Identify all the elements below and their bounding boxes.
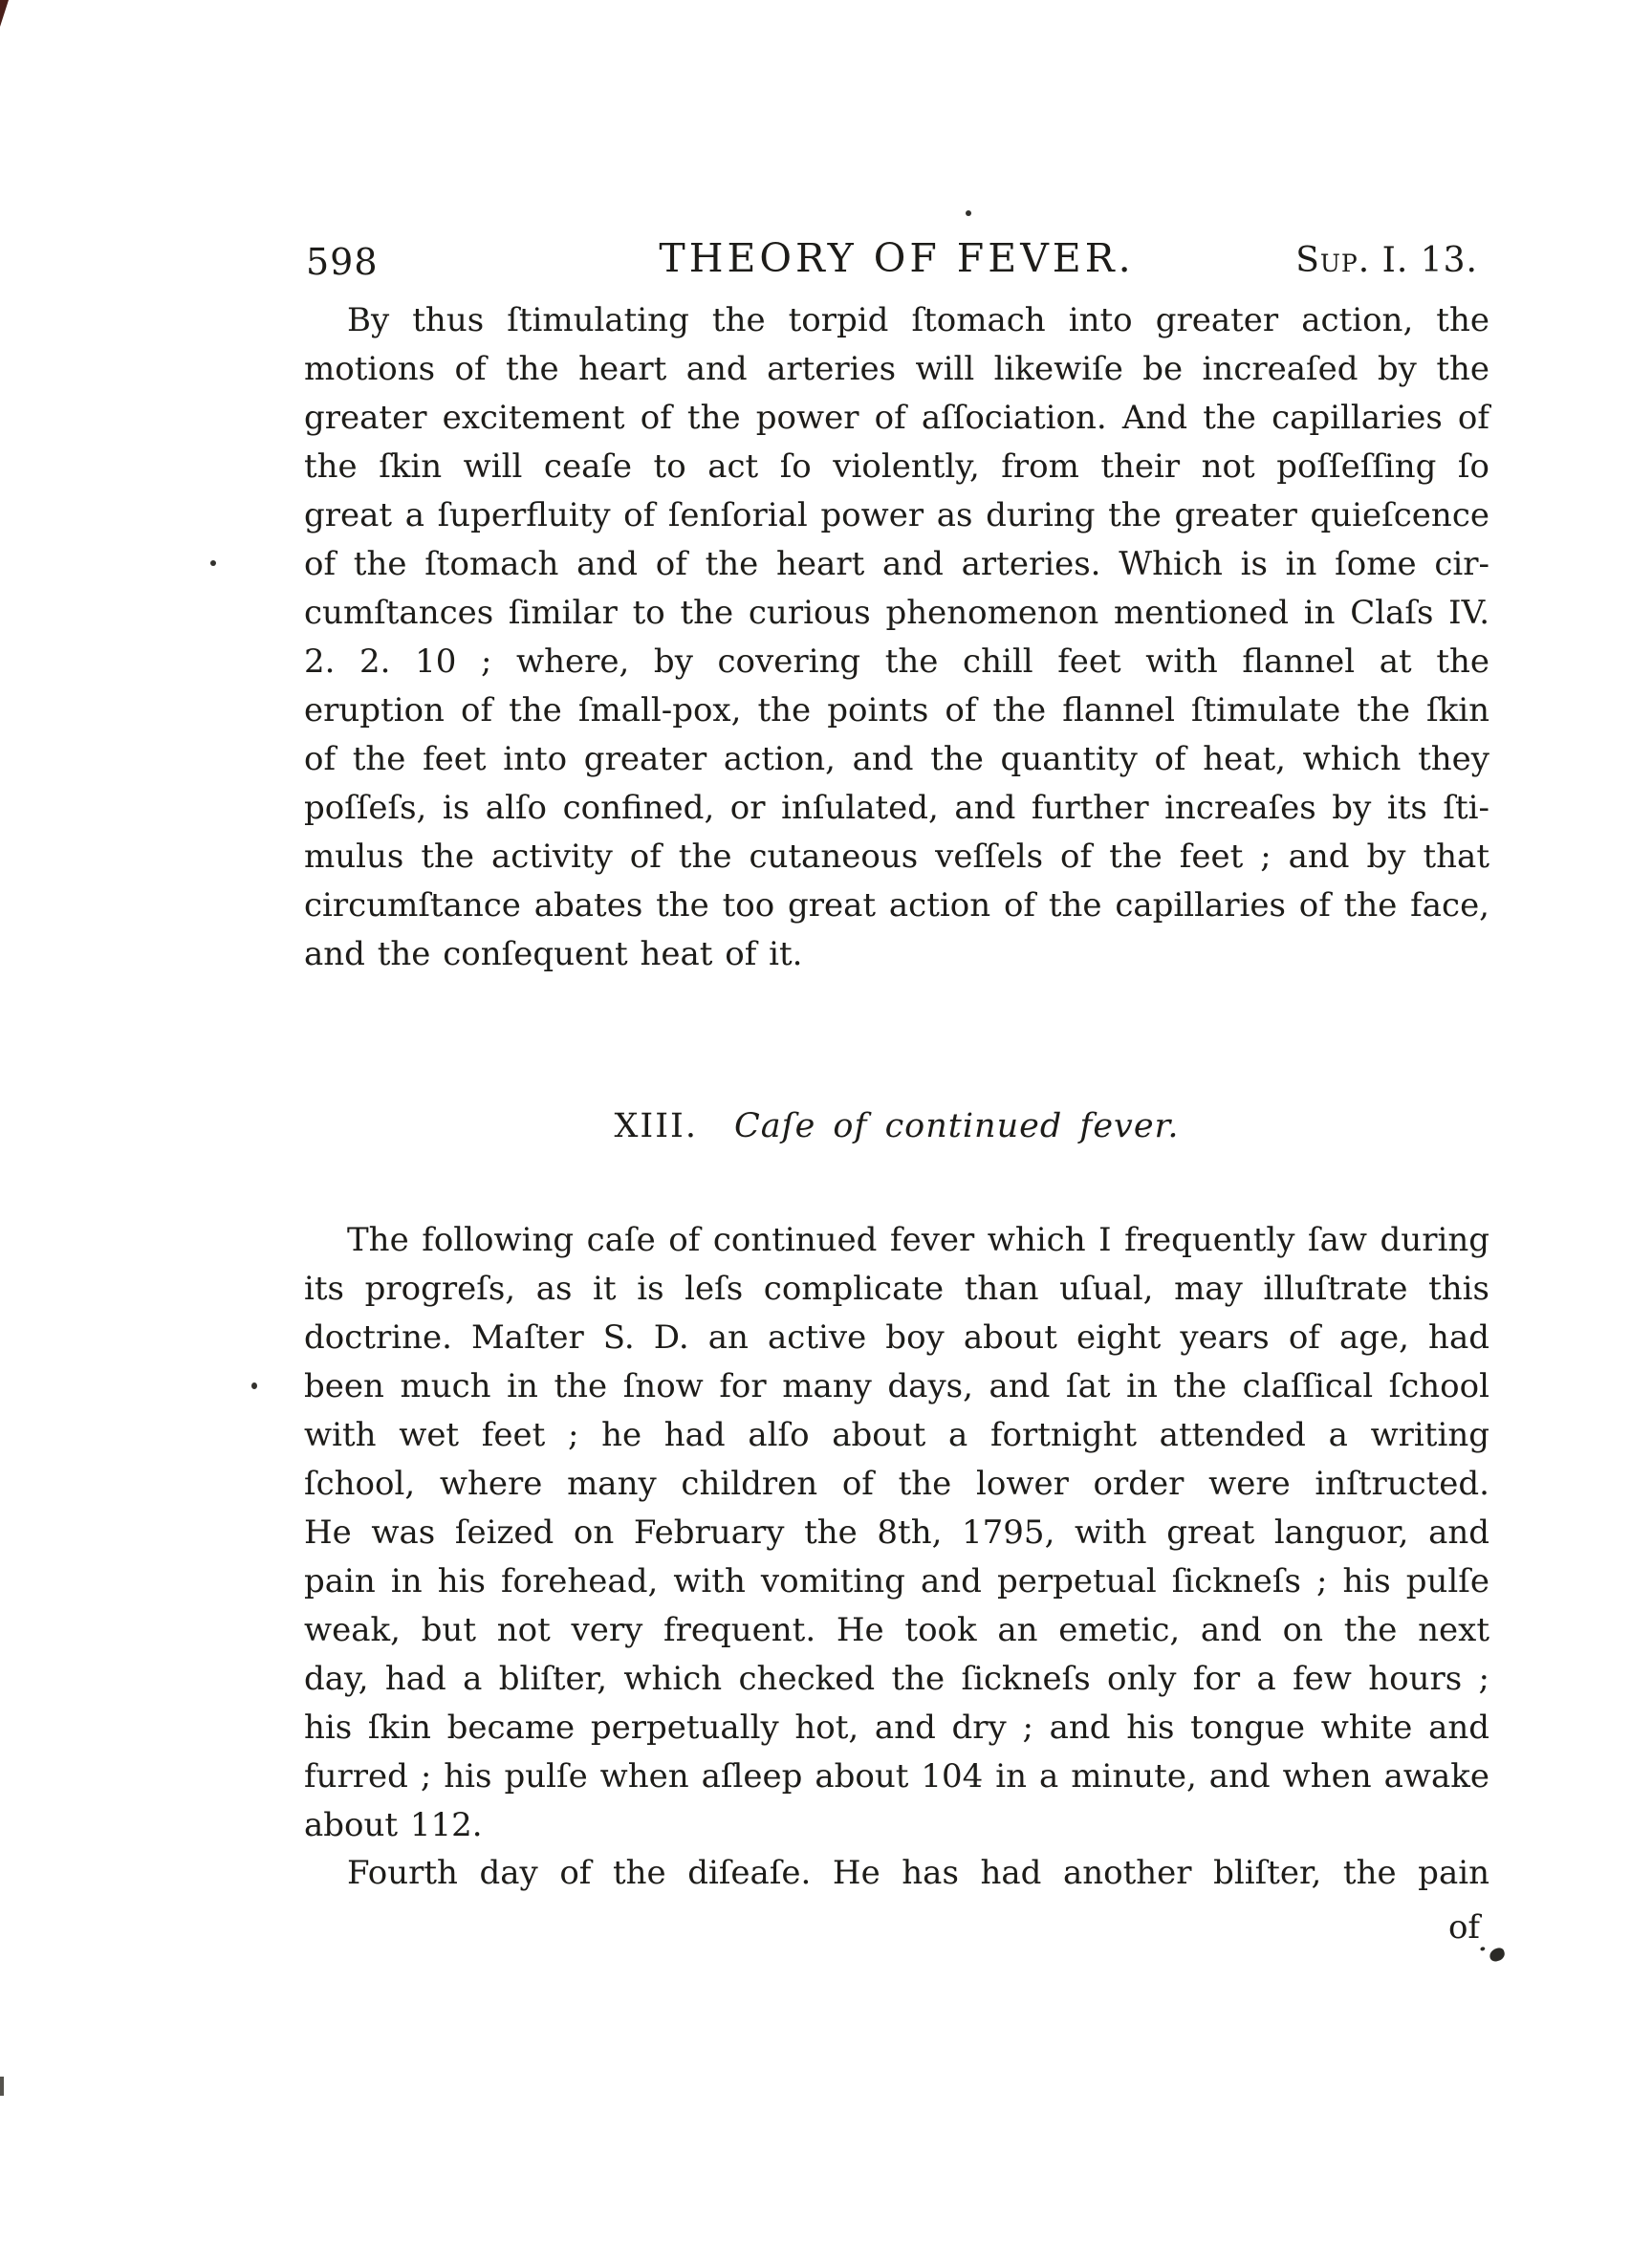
section-reference: Sup. I. 13. bbox=[1295, 241, 1478, 280]
text-line: his ſkin became perpetually hot, and dry ; and his tongue white and bbox=[304, 1709, 1489, 1747]
paragraph-fourth-day bbox=[304, 1849, 1489, 1898]
running-head bbox=[304, 233, 1489, 285]
running-title: THEORY OF FEVER. bbox=[659, 235, 1135, 281]
text-line: furred ; his pulſe when aſleep about 104 in a minute, and when awake bbox=[304, 1757, 1489, 1796]
text-line: been much in the ſnow for many days, and ſat in the claſſical ſchool bbox=[304, 1367, 1489, 1405]
text-line: circumſtance abates the too great action of the capillaries of the face, bbox=[304, 886, 1489, 925]
scan-speck bbox=[251, 1382, 257, 1389]
scan-speck bbox=[966, 210, 971, 216]
text-line: of the ſtomach and of the heart and arteries. Which is in ſome cir- bbox=[304, 545, 1489, 583]
text-line: its progreſs, as it is leſs complicate than uſual, may illuſtrate this bbox=[304, 1270, 1489, 1308]
text-line: and the conſequent heat of it. bbox=[304, 935, 803, 973]
text-line: great a ſuperfluity of ſenſorial power as during the greater quieſcence bbox=[304, 496, 1489, 534]
scan-edge-artifact bbox=[0, 2077, 4, 2096]
text-line: motions of the heart and arteries will likewiſe be increaſed by the bbox=[304, 350, 1489, 388]
text-line: weak, but not very frequent. He took an emetic, and on the next bbox=[304, 1611, 1489, 1649]
catchword: of bbox=[1447, 1908, 1480, 1947]
scan-edge-artifact bbox=[0, 0, 9, 27]
text-line: day, had a bliſter, which checked the ſickneſs only for a few hours ; bbox=[304, 1660, 1489, 1698]
text-line: doctrine. Maſter S. D. an active boy about eight years of age, had bbox=[304, 1318, 1489, 1357]
text-line: By thus ſtimulating the torpid ſtomach into greater action, the bbox=[347, 301, 1489, 339]
text-line: pain in his forehead, with vomiting and perpetual ſickneſs ; his pulſe bbox=[304, 1562, 1489, 1600]
text-line: The following caſe of continued fever which I frequently ſaw during bbox=[347, 1221, 1489, 1259]
section-number: XIII. bbox=[614, 1107, 698, 1145]
section-title: Caſe of continued fever. bbox=[733, 1107, 1180, 1145]
text-line: eruption of the ſmall-pox, the points of the flannel ſtimulate the ſkin bbox=[304, 691, 1489, 729]
scan-speck bbox=[210, 560, 216, 566]
paragraph-stomach-stimulation bbox=[304, 296, 1489, 979]
text-line: of the feet into greater action, and the quantity of heat, which they bbox=[304, 740, 1489, 778]
text-line: poſſeſs, is alſo confined, or inſulated, and further increaſes by its ſti- bbox=[304, 789, 1489, 827]
text-line: mulus the activity of the cutaneous veſſels of the feet ; and by that bbox=[304, 838, 1489, 876]
text-line: greater excitement of the power of aſſociation. And the capillaries of bbox=[304, 399, 1489, 437]
text-line: 2. 2. 10 ; where, by covering the chill feet with flannel at the bbox=[304, 642, 1489, 681]
text-line: with wet feet ; he had alſo about a fortnight attended a writing bbox=[304, 1416, 1489, 1454]
text-line: the ſkin will ceaſe to act ſo violently, from their not poſſeſſing ſo bbox=[304, 447, 1489, 486]
ink-smudge bbox=[1488, 1947, 1506, 1963]
text-line: Fourth day of the diſeaſe. He has had another bliſter, the pain bbox=[347, 1854, 1489, 1892]
page-number: 598 bbox=[306, 241, 379, 283]
text-line: about 112. bbox=[304, 1806, 483, 1844]
paragraph-case-description bbox=[304, 1216, 1489, 1850]
text-line: cumſtances ſimilar to the curious phenomenon mentioned in Claſs IV. bbox=[304, 594, 1489, 632]
text-line: ſchool, where many children of the lower order were inſtructed. bbox=[304, 1465, 1489, 1503]
text-line: He was ſeized on February the 8th, 1795, with great languor, and bbox=[304, 1513, 1489, 1552]
section-heading bbox=[304, 1107, 1489, 1145]
